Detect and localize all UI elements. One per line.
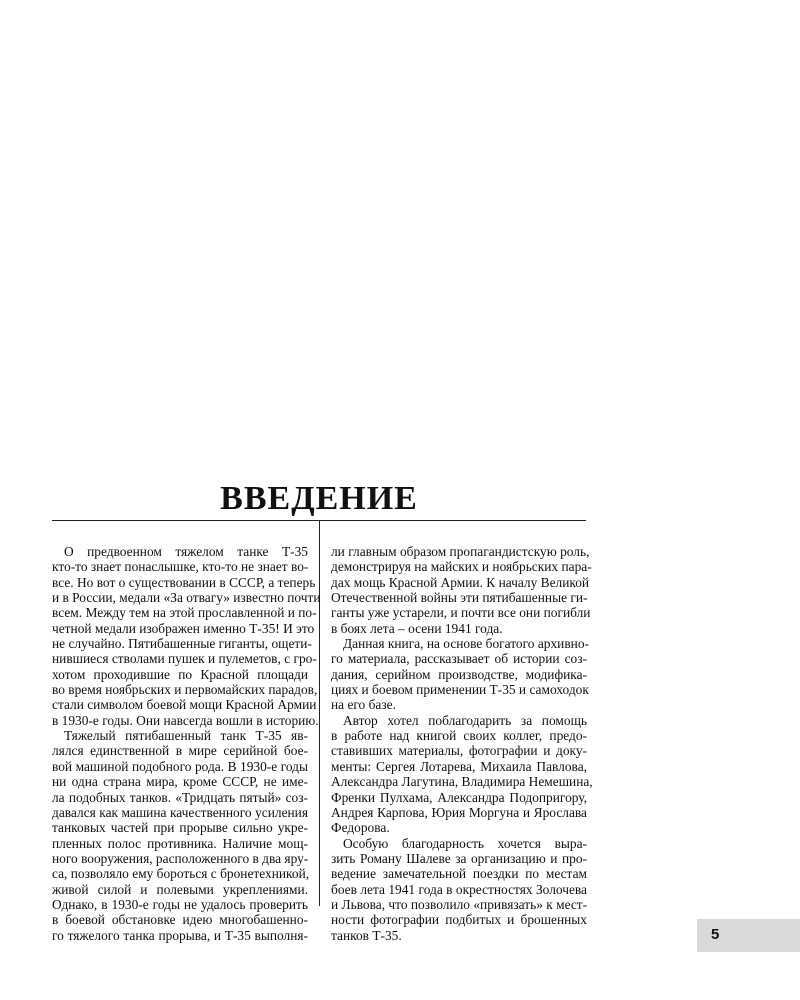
text-line: циях и боевом применении Т-35 и самоходок bbox=[331, 682, 589, 698]
text-line: менты: Сергея Лотарева, Михаила Павлова, bbox=[331, 758, 587, 774]
page-title: ВВЕДЕНИЕ bbox=[220, 480, 418, 517]
text-line: ведение замечательной поездки по местам bbox=[331, 866, 587, 882]
text-line: всем. Между тем на этой прославленной и по- bbox=[52, 605, 317, 621]
text-line: ности фотографии подбитых и брошенных bbox=[331, 912, 587, 928]
text-line: кто-то знает понаслышке, кто-то не знает во- bbox=[52, 559, 309, 575]
text-line: Федорова. bbox=[331, 820, 390, 836]
text-line: Андрея Карпова, Юрия Моргуна и Ярослава bbox=[331, 804, 587, 820]
text-line: дания, серийном производстве, модифика- bbox=[331, 666, 587, 682]
text-line: стали символом боевой мощи Красной Армии bbox=[52, 697, 317, 713]
text-line: Особую благодарность хочется выра- bbox=[343, 835, 587, 851]
text-line: в боях лета – осени 1941 года. bbox=[331, 620, 503, 636]
text-line: танковых частей при прорыве сильно укре- bbox=[52, 820, 308, 836]
text-line: нившиеся стволами пушек и пулеметов, с гро- bbox=[52, 651, 317, 667]
text-line: Александра Лагутина, Владимира Немешина, bbox=[331, 774, 593, 790]
text-line: зить Роману Шалеве за организацию и про- bbox=[331, 850, 587, 866]
text-line: Френки Пулхама, Александра Подопригору, bbox=[331, 789, 587, 805]
text-line: вой машиной подобного рода. В 1930-е годы bbox=[52, 758, 308, 774]
text-line: ного вооружения, расположенного в два яру- bbox=[52, 850, 309, 866]
text-line: Данная книга, на основе богатого архивно- bbox=[343, 636, 589, 652]
text-line: все. Но вот о существовании в СССР, а теперь bbox=[52, 574, 316, 590]
text-line: дах мощь Красной Армии. К началу Великой bbox=[331, 574, 590, 590]
text-line: боев лета 1941 года в окрестностях Золочева bbox=[331, 881, 587, 897]
text-line: ла подобных танков. «Тридцать пятый» соз- bbox=[52, 789, 308, 805]
text-line: и Львова, что позволило «привязать» к мест- bbox=[331, 896, 588, 912]
text-line: О предвоенном тяжелом танке Т-35 bbox=[64, 544, 308, 559]
text-line: ни одна страна мира, кроме СССР, не име- bbox=[52, 774, 308, 790]
text-line: в работе над книгой своих коллег, предо- bbox=[331, 728, 587, 744]
text-column-right bbox=[331, 544, 593, 943]
text-line: пленных полос противника. Наличие мощ- bbox=[52, 835, 308, 851]
text-line: и в России, медали «За отвагу» известно почти bbox=[52, 590, 321, 606]
text-line: в 1930-е годы. Они навсегда вошли в историю. bbox=[52, 712, 319, 728]
text-line: лялся единственной в мире серийной бое- bbox=[52, 743, 308, 759]
text-line: ганты уже устарели, и почти все они погибли bbox=[331, 605, 591, 621]
text-line: во время ноябрьских и первомайских парадов, bbox=[52, 682, 318, 698]
text-line: танков Т-35. bbox=[331, 927, 402, 943]
text-line: живой силой и полевыми укреплениями. bbox=[52, 881, 308, 897]
text-line: давался как машина качественного усиления bbox=[52, 804, 308, 820]
text-line: демонстрируя на майских и ноябрьских пара- bbox=[331, 559, 592, 575]
text-line: хотом проходившие по Красной площади bbox=[52, 666, 308, 682]
text-line: са, позволяло ему бороться с бронетехникой, bbox=[52, 866, 310, 882]
text-line: Однако, в 1930-е годы не удалось проверить bbox=[52, 896, 308, 912]
text-line: ставивших материалы, фотографии и доку- bbox=[331, 743, 587, 759]
text-line: ли главным образом пропагандистскую роль, bbox=[331, 544, 590, 559]
text-line: четной медали изображен именно Т-35! И это bbox=[52, 620, 315, 636]
text-line: Тяжелый пятибашенный танк Т-35 яв- bbox=[64, 728, 308, 744]
text-line: Отечественной войны эти пятибашенные ги- bbox=[331, 590, 588, 606]
text-line: в боевой обстановке идею многобашенно- bbox=[52, 912, 308, 928]
column-divider bbox=[319, 521, 320, 906]
text-column-left bbox=[52, 544, 321, 943]
text-line: го материала, рассказывает об истории соз- bbox=[331, 651, 587, 667]
text-line: го тяжелого танка прорыва, и Т-35 выполня- bbox=[52, 927, 308, 943]
text-line: Автор хотел поблагодарить за помощь bbox=[343, 712, 587, 728]
page-number-tab bbox=[697, 919, 800, 952]
text-line: на его базе. bbox=[331, 697, 396, 713]
page-number: 5 bbox=[711, 926, 720, 943]
text-line: не случайно. Пятибашенные гиганты, ощети- bbox=[52, 636, 312, 652]
